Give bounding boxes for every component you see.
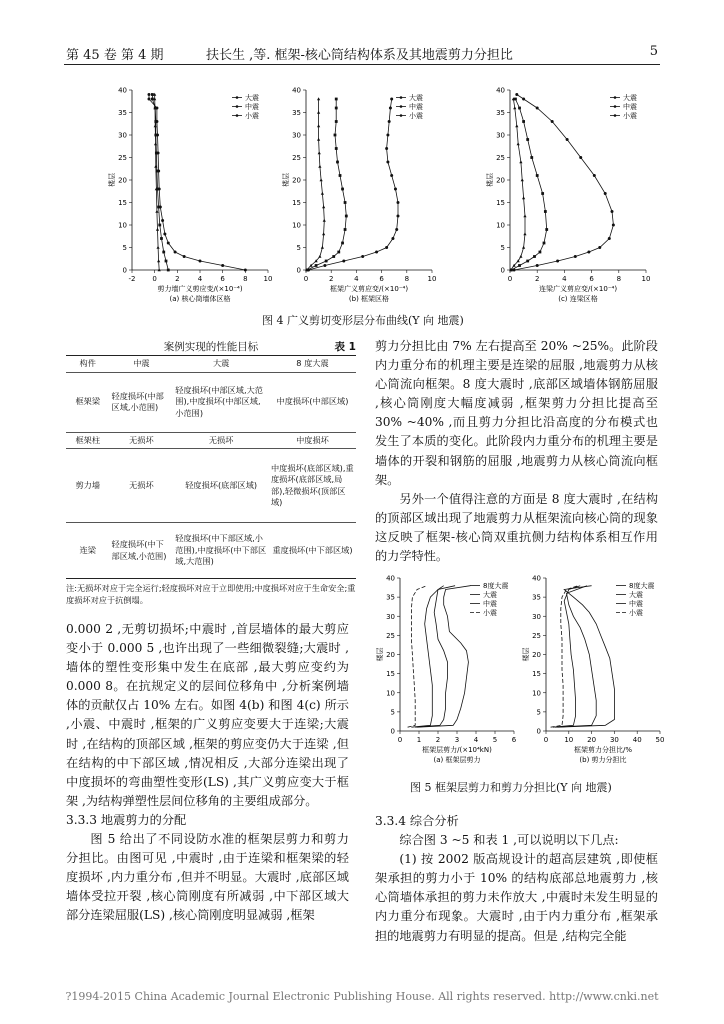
x-tick-label: 2 [328,275,334,283]
data-point [394,188,397,191]
x-tick-label: 50 [655,736,665,744]
data-point [556,260,559,263]
data-point [339,174,342,177]
data-point [519,255,522,258]
legend-marker [614,105,617,108]
data-point [167,242,170,245]
data-point [322,232,325,235]
x-tick-label: 4 [354,275,359,283]
y-tick-label: 0 [536,727,541,736]
y-tick-label: 0 [122,266,127,275]
data-point [323,264,326,267]
legend-marker [400,96,403,99]
data-point [515,93,518,96]
table-cell: 无损坏 [173,432,269,449]
data-point [541,192,544,195]
data-point [574,255,577,258]
data-point [344,201,347,204]
data-point [167,269,170,272]
y-tick-label: 0 [500,266,505,275]
y-tick-label: 10 [532,689,541,698]
data-point [155,210,158,213]
data-point [523,214,526,217]
x-tick-label: 8 [404,275,410,283]
table-header-cell: 大震 [173,356,269,373]
x-tick-label: 6 [379,275,384,283]
y-axis-label: 楼层 [522,647,530,662]
x-tick-label: 8 [616,275,622,283]
data-point [389,107,392,110]
data-point [518,107,521,110]
fig4b-chart [282,80,442,302]
y-tick-label: 30 [386,612,395,621]
y-tick-label: 20 [118,176,127,185]
data-point [608,237,611,240]
data-point [544,210,547,213]
table-cell: 无损坏 [110,449,174,523]
data-point [522,246,525,249]
paragraph: 另外一个值得注意的方面是 8 度大震时 ,在结构的顶部区域出现了地震剪力从框架流向核心筒的现象 这反映了框架-核心筒双重抗侧力结构体系相互作用的力学特性。 [375,491,658,564]
data-point [148,93,151,96]
paragraph: 图 5 给出了不同设防水准的框架层剪力和剪力分担比。由图可见 ,中震时 ,由于连梁和框架梁的轻度损坏 ,内力重分布 ,但并不明显。大震时 ,底部区域墙体受拉开裂 ,核心筒刚度有所减弱 ,中下部区域大部分连梁屈服(LS) ,核心筒刚度明显减弱 ,框架 [66,832,349,923]
data-point [318,151,321,154]
data-point [395,228,398,231]
table-row [66,449,356,523]
x-tick-label: 5 [492,736,498,744]
x-tick-label: 2 [435,736,441,744]
series-line [553,586,580,728]
y-tick-label: 15 [496,199,505,207]
x-tick-label: 10 [641,275,651,283]
y-tick-label: 10 [292,221,301,230]
legend-label: 小震 [409,112,423,120]
y-tick-label: 35 [386,593,395,602]
data-point [341,188,344,191]
data-point [604,192,607,195]
y-tick-label: 30 [496,131,505,140]
y-tick-label: 40 [292,86,301,95]
data-point [386,161,389,164]
legend-label: 8度大震 [483,582,509,590]
left-column [66,620,349,926]
data-point [318,255,321,258]
section-heading: 3.3.3 地震剪力的分配 [66,812,187,827]
data-point [162,251,165,254]
x-axis-label: 剪力墙广义剪应变/(×10⁻⁴) [157,285,243,293]
table-cell: 无损坏 [110,432,174,449]
table-cell: 剪力墙 [66,449,110,523]
legend-marker [236,96,239,99]
x-tick-label: 4 [562,275,567,283]
data-point [536,264,539,267]
x-axis-label: 连梁广义剪应变/(×10⁻⁴) [538,285,618,293]
data-point [317,138,320,141]
x-tick-label: 4 [197,275,203,283]
y-tick-label: 15 [118,199,127,207]
series-line [307,99,346,270]
series-line [557,586,614,728]
y-tick-label: 25 [118,154,127,162]
data-point [157,259,160,262]
data-point [587,251,590,254]
table-row [66,523,356,579]
subplot-caption: (c) 连梁区格 [558,295,598,302]
running-title: 扶长生 ,等. 框架-核心筒结构体系及其地震剪力分担比 [206,48,513,63]
legend-label: 小震 [629,609,643,617]
journal-volume: 第 45 卷 第 4 期 [66,48,164,63]
y-tick-label: 15 [292,199,301,207]
data-point [325,260,328,263]
data-point [157,206,160,209]
fig4c-chart [486,80,656,302]
copyright-footer: ?1994-2015 China Academic Journal Electronic Publishing House. All rights reserved. http://www.cnki.net [65,990,659,1003]
legend-label: 中震 [245,103,259,111]
y-tick-label: 5 [122,244,127,252]
x-tick-label: 6 [511,736,517,744]
x-tick-label: 10 [564,736,574,744]
legend-label: 大震 [409,94,423,102]
data-point [317,97,320,100]
y-axis-label: 楼层 [108,173,116,187]
x-tick-label: 6 [220,275,225,283]
x-tick-label: 8 [243,275,248,283]
legend-marker [614,96,617,99]
table-cell: 轻度损坏(中部区域,大范围),中度损坏(中部区域,小范围) [173,372,269,432]
data-point [598,246,601,249]
data-point [375,251,378,254]
x-tick-label: 2 [534,275,540,283]
data-point [344,228,347,231]
y-tick-label: 20 [532,651,541,659]
x-axis-label: 框架广义剪应变/(×10⁻⁴) [329,285,409,293]
legend-label: 大震 [245,94,259,102]
data-point [579,156,582,159]
table-header-cell: 8 度大震 [269,356,356,373]
series-line [307,99,325,270]
data-point [539,251,542,254]
data-point [390,98,393,101]
table-cell: 框架柱 [66,432,110,449]
data-point [318,165,321,168]
data-point [199,260,202,263]
subplot-caption: (a) 框架层剪力 [433,756,481,764]
y-tick-label: 20 [292,176,301,185]
data-point [396,215,399,218]
table1-title: 案例实现的性能目标 [163,341,259,353]
data-point [315,264,318,267]
data-point [361,255,364,258]
y-tick-label: 40 [386,574,395,583]
series-line [149,95,245,271]
data-point [174,251,177,254]
data-point [334,134,337,137]
series-line [408,586,427,728]
series-line [411,586,443,728]
legend-label: 中震 [409,103,423,111]
data-point [323,219,326,222]
data-point [543,242,546,245]
page-number: 5 [649,44,658,59]
data-point [335,107,338,110]
fig4-caption: 图 4 广义剪切变形层分布曲线(Y 向 地震) [262,314,464,327]
data-point [533,255,536,258]
x-tick-label: -2 [128,275,136,283]
y-axis-label: 楼层 [376,647,384,662]
data-point [391,237,394,240]
y-tick-label: 5 [390,708,395,717]
table-header-cell: 构件 [66,356,110,373]
x-tick-label: 20 [587,736,597,744]
data-point [156,228,159,231]
data-point [545,228,548,231]
data-point [521,178,524,181]
data-point [341,242,344,245]
paragraph: (1) 按 2002 版高规设计的超高层建筑 ,即使框架承担的剪力小于 10% 的结构底部总地震剪力 ,核心筒墙体承担的剪力未作放大 ,中震时未发生明显的内力重分布现象。大震时 ,由于内力重分布 ,框架承担的地震剪力有明显的提高。但是 ,结构完全能 [375,852,658,943]
table-cell: 轻度损坏(底部区域) [173,449,269,523]
paragraph: 综合图 3 ~5 和表 1 ,可以说明以下几点: [399,833,619,848]
data-point [513,106,516,109]
legend-marker [400,105,403,108]
data-point [526,138,529,141]
paragraph: 0.000 2 ,无剪切损坏;中震时 ,首层墙体的最大剪应变小于 0.000 5 ,也许出现了一些细微裂缝;大震时 ,墙体的塑性变形集中发生在底部 ,最大剪应变约为 0.000 8。在抗规定义的层间位移角中 ,分析案例墙体的贡献仅占 10% 左右。如图 4(b) 和图 4(c) 所示 ,小震、中震时 ,框架的广义剪应变要大于连梁;大震时 ,在结构的顶部区域 ,框架的剪应变仍大于连梁 ,但在结构的中下部区域 ,情况相反 ,大部分连梁出现了中度损坏的弯曲塑性变形(LS) ,其广义剪应变大于框架 ,为结构弹塑性层间位移角的主要组成部分。 [66,622,349,808]
y-tick-label: 20 [496,176,505,185]
legend-label: 中震 [483,600,497,608]
y-tick-label: 5 [536,708,541,717]
table-cell: 中度损坏(中部区域) [269,372,356,432]
y-tick-label: 35 [532,593,541,602]
x-tick-label: 4 [473,736,479,744]
data-point [551,120,554,123]
table1-number: 表 1 [334,341,356,353]
data-point [566,138,569,141]
legend-marker [614,114,617,117]
subplot-caption: (b) 框架区格 [348,295,390,302]
table-cell: 轻度损坏(中部区域,小范围) [110,372,174,432]
data-point [337,251,340,254]
data-point [317,124,320,127]
subplot-caption: (a) 核心筒墙体区格 [169,295,231,302]
legend-label: 小震 [483,609,497,617]
data-point [161,219,164,222]
data-point [345,215,348,218]
y-tick-label: 25 [386,631,395,640]
data-point [322,205,325,208]
y-axis-label: 楼层 [486,173,494,187]
data-point [519,160,522,163]
y-tick-label: 30 [532,612,541,621]
data-point [342,260,345,263]
legend-marker [236,105,239,108]
data-point [165,260,168,263]
series-line [415,586,455,728]
data-point [321,246,324,249]
data-point [388,120,391,123]
data-point [332,255,335,258]
data-point [396,201,399,204]
y-tick-label: 10 [118,221,127,230]
data-point [320,178,323,181]
data-point [156,246,159,249]
data-point [158,224,161,227]
y-tick-label: 25 [532,631,541,640]
table1-note: 注:无损坏对应于完全运行;轻度损坏对应于立即使用;中度损坏对应于生命安全;重度损坏对应于抗倒塌。 [66,583,356,605]
data-point [244,269,247,272]
legend-marker [400,114,403,117]
performance-table [66,355,356,579]
data-point [336,161,339,164]
data-point [517,142,520,145]
table-cell: 中度损坏(底部区域),重度损坏(底部区域,局部),轻微损坏(顶部区域) [269,449,356,523]
y-tick-label: 35 [118,109,127,117]
data-point [154,142,157,145]
x-tick-label: 10 [263,275,273,283]
series-line [417,586,470,728]
legend-label: 8度大震 [629,582,655,590]
y-tick-label: 10 [386,689,395,698]
x-tick-label: 6 [589,275,594,283]
data-point [523,232,526,235]
legend-label: 中震 [623,103,637,111]
header-rule [64,64,660,65]
y-tick-label: 15 [532,670,541,679]
table-cell: 轻度损坏(中下部区域,小范围),中度损坏(中下部区域,大范围) [173,523,269,579]
data-point [385,147,388,150]
legend-label: 中震 [629,600,643,608]
fig5-caption: 图 5 框架层剪力和剪力分担比(Y 向 地震) [410,781,612,794]
x-tick-label: 3 [454,736,460,744]
y-tick-label: 0 [390,727,395,736]
legend-marker [236,114,239,117]
y-axis-label: 楼层 [282,173,290,187]
data-point [522,98,525,101]
legend-label: 大震 [623,94,637,102]
paragraph: 剪力分担比由 7% 左右提高至 20% ~25%。此阶段内力重分布的机理主要是连梁的屈服 ,地震剪力从核心筒流向框架。8 度大震时 ,底部区域墙体钢筋屈服 ,核心筒刚度大幅度减弱 ,框架剪力分担比提高至 30% ~40% ,而且剪力分担比沿高度的分布模式也发生了本质的变化。此阶段内力重分布的机理主要是墙体的开裂和钢筋的屈服 ,地震剪力从核心筒流向框架。 [375,339,658,487]
data-point [317,111,320,114]
data-point [536,107,539,110]
data-point [390,174,393,177]
y-tick-label: 20 [386,651,395,659]
right-column-lower [375,812,658,946]
data-point [163,233,166,236]
data-point [221,264,224,267]
fig5b-chart [520,570,666,765]
x-axis-label: 框架剪力分担比/% [573,746,633,754]
x-tick-label: 2 [175,275,180,283]
data-point [530,156,533,159]
y-tick-label: 25 [292,154,301,162]
y-tick-label: 15 [386,670,395,679]
data-point [593,174,596,177]
x-tick-label: 0 [152,275,157,283]
data-point [536,174,539,177]
y-tick-label: 40 [118,86,127,95]
y-tick-label: 30 [292,131,301,140]
data-point [154,124,157,127]
y-tick-label: 25 [496,154,505,162]
x-tick-label: 0 [507,275,513,283]
data-point [522,120,525,123]
data-point [522,196,525,199]
y-tick-label: 35 [496,109,505,117]
table-cell: 中度损坏 [269,432,356,449]
data-point [385,246,388,249]
data-point [160,237,163,240]
table-cell: 轻度损坏(中下部区域,小范围) [110,523,174,579]
y-tick-label: 10 [496,221,505,230]
table-cell: 框架梁 [66,372,110,432]
y-tick-label: 40 [496,86,505,95]
legend-label: 小震 [623,112,637,120]
data-point [526,260,529,263]
y-tick-label: 40 [532,574,541,583]
x-tick-label: 1 [416,736,422,744]
legend-label: 小震 [245,112,259,120]
data-point [335,98,338,101]
data-point [515,124,518,127]
x-tick-label: 0 [543,736,549,744]
data-point [612,224,615,227]
y-tick-label: 5 [296,244,301,252]
data-point [518,264,521,267]
x-tick-label: 40 [632,736,642,744]
y-tick-label: 30 [118,131,127,140]
legend-label: 大震 [483,591,497,599]
y-tick-label: 35 [292,109,301,117]
data-point [335,147,338,150]
right-column [375,337,658,566]
x-tick-label: 0 [397,736,403,744]
y-tick-label: 5 [500,244,505,252]
x-tick-label: 0 [303,275,309,283]
table-header-row [66,356,356,373]
table-row [66,432,356,449]
series-line [514,95,613,271]
table-row [66,372,356,432]
x-tick-label: 30 [609,736,619,744]
fig4a-chart [108,80,278,302]
table-header-cell: 中震 [110,356,174,373]
data-point [611,210,614,213]
data-point [148,98,151,101]
x-axis-label: 框架层剪力/(×10⁴kN) [422,746,492,754]
series-line [511,99,525,270]
x-tick-label: 10 [427,275,437,283]
table1-title-row [66,339,356,354]
table-cell: 重度损坏(中下部区域) [269,523,356,579]
y-tick-label: 0 [296,266,301,275]
data-point [183,255,186,258]
data-point [386,134,389,137]
data-point [335,120,338,123]
data-point [321,192,324,195]
legend-label: 大震 [629,591,643,599]
subplot-caption: (b) 剪力分担比 [579,756,627,764]
series-line [551,586,578,728]
section-heading: 3.3.4 综合分析 [375,814,459,828]
fig5a-chart [374,570,520,765]
table-cell: 连梁 [66,523,110,579]
